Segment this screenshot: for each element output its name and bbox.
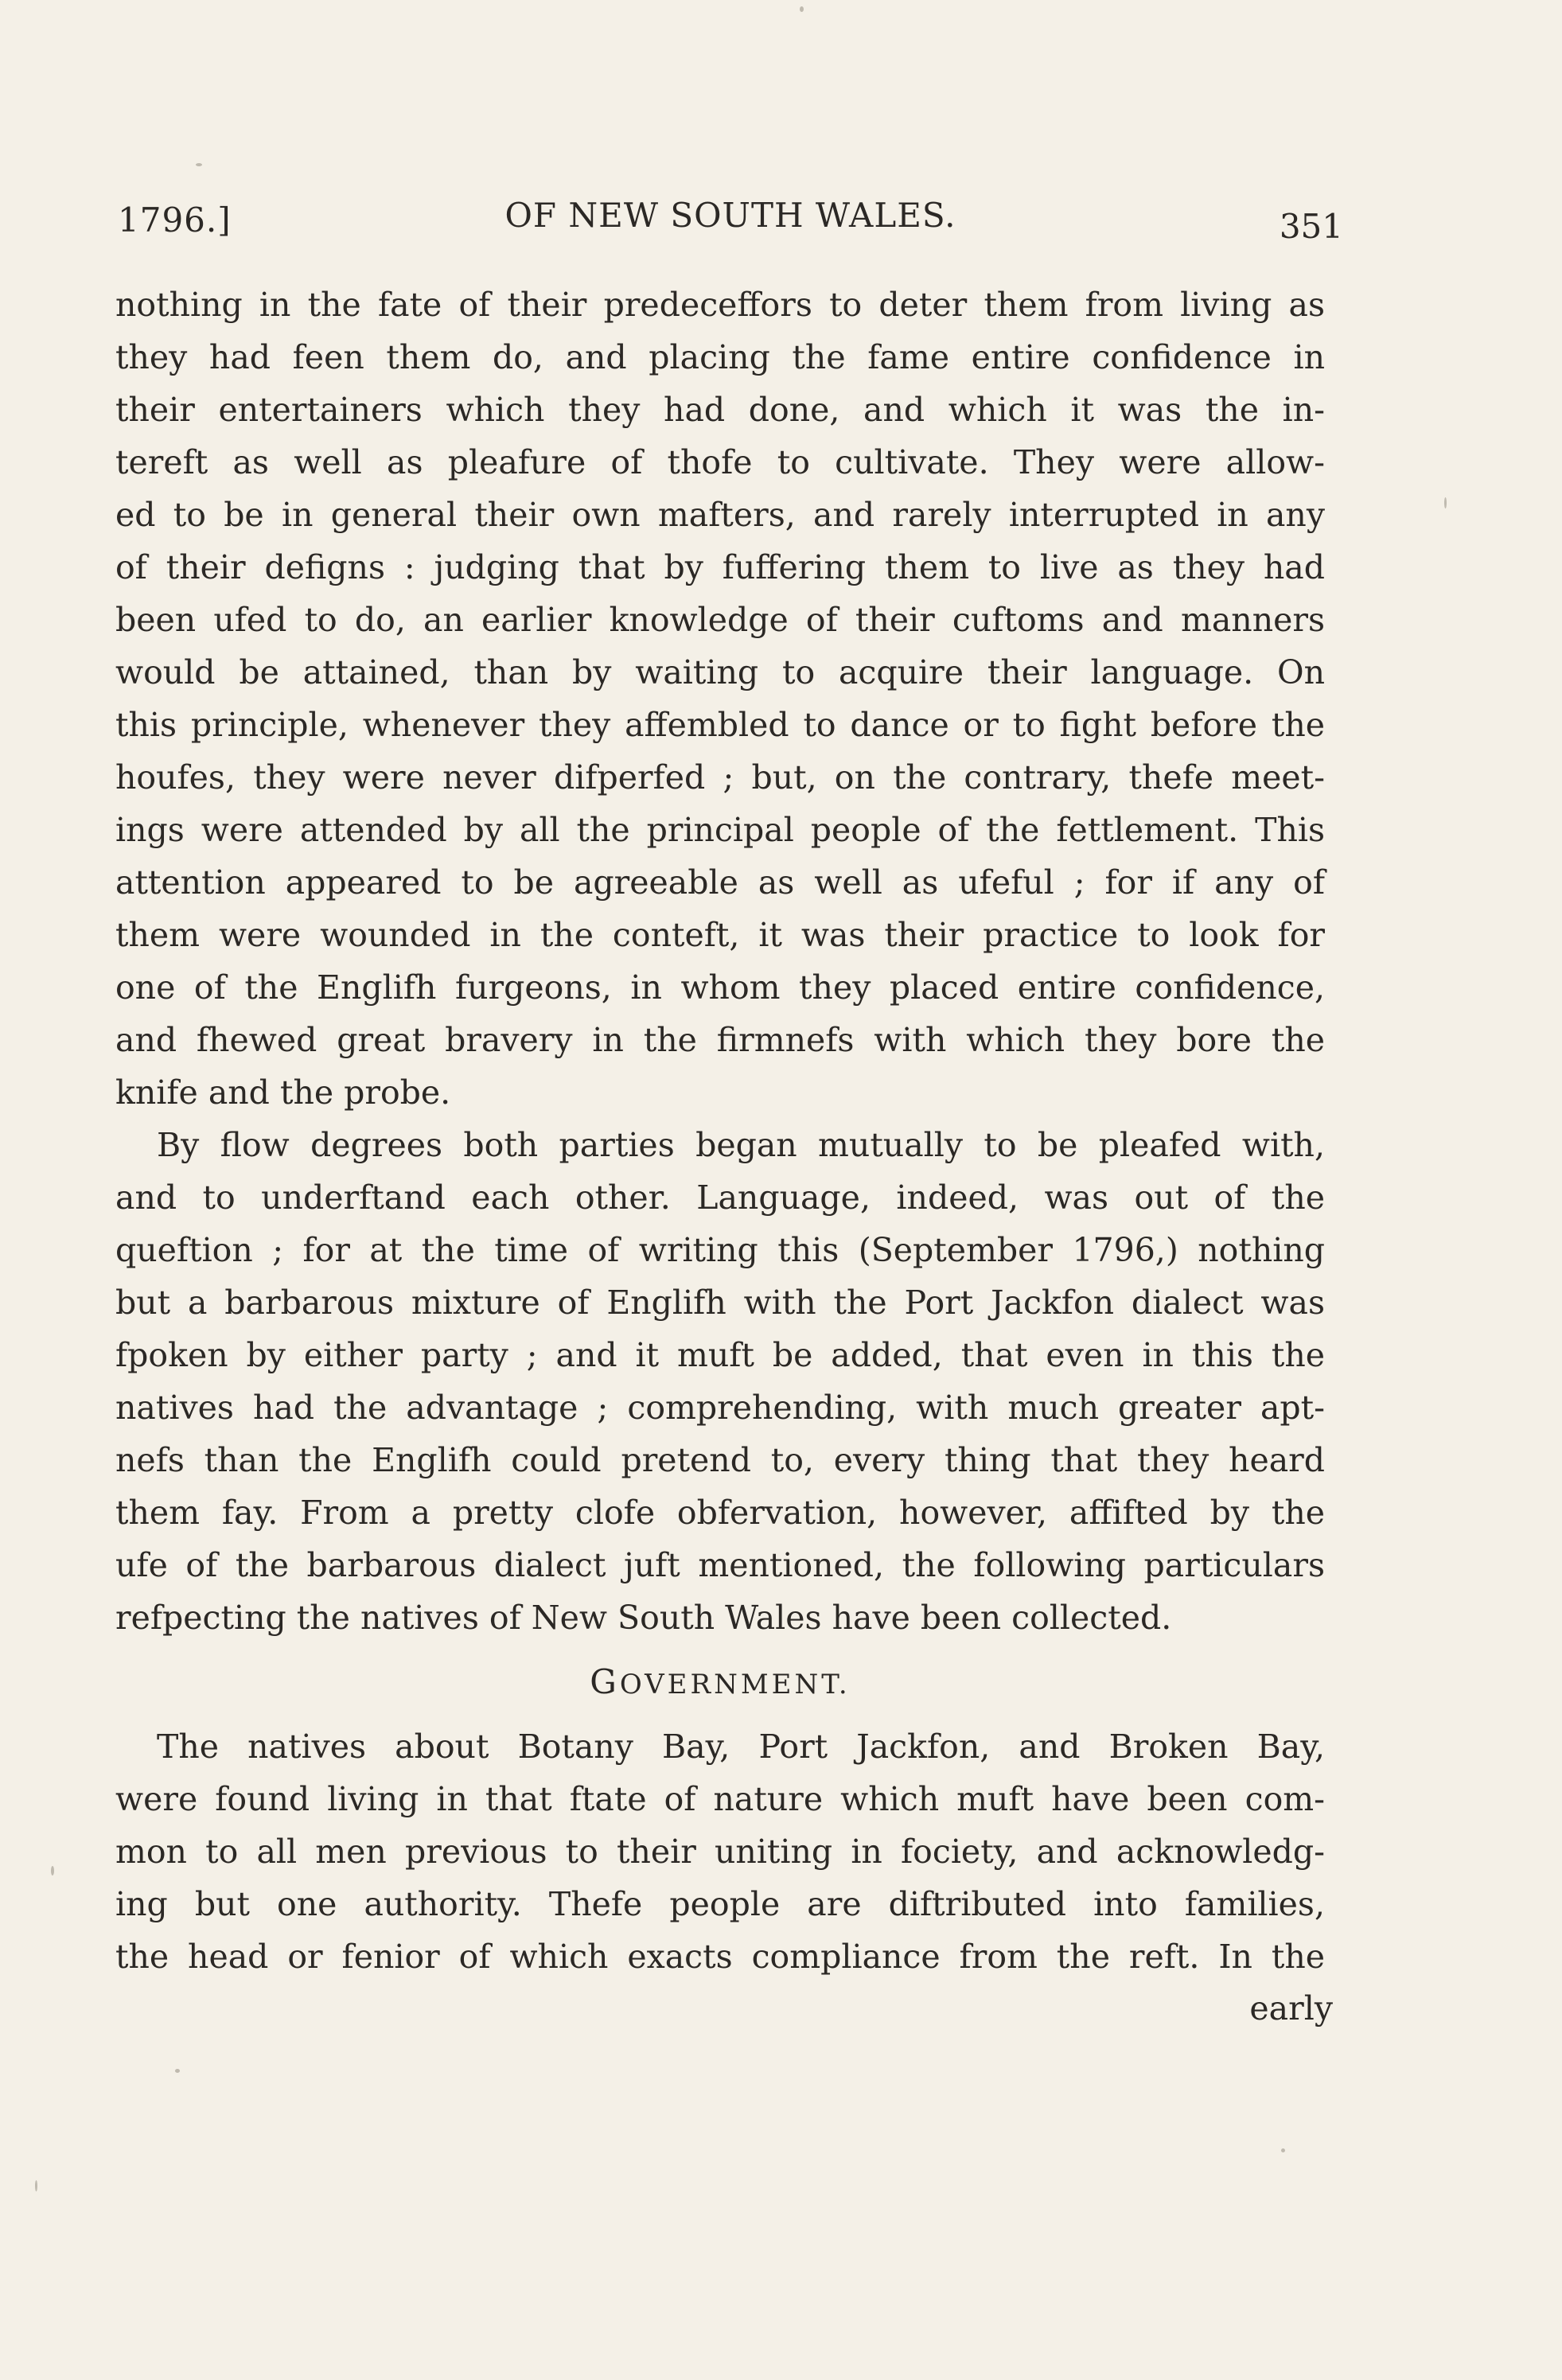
text-line: would be attained, than by waiting to acquire their language. On	[115, 653, 1325, 691]
text-line: been ufed to do, an earlier knowledge of their cuftoms and manners	[115, 601, 1325, 639]
paper-speck	[51, 1866, 54, 1876]
paragraph-2	[115, 1119, 1325, 1644]
section-heading	[115, 1644, 1325, 1720]
text-line: were found living in that ftate of nature which muft have been com-	[115, 1780, 1325, 1818]
text-line: ing but one authority. Thefe people are diftributed into families,	[115, 1885, 1325, 1923]
text-line: The natives about Botany Bay, Port Jackfon, and Broken Bay,	[157, 1728, 1325, 1766]
header-year: 1796.]	[118, 201, 232, 240]
text-line: and to underftand each other. Language, indeed, was out of the	[115, 1178, 1325, 1217]
text-line: of their defigns : judging that by fuffering them to live as they had	[115, 548, 1325, 586]
text-line: By flow degrees both parties began mutually to be pleafed with,	[157, 1126, 1325, 1164]
text-line: refpecting the natives of New South Wales have been collected.	[115, 1599, 1172, 1637]
text-line: nothing in the fate of their predeceffors to deter them from living as	[115, 286, 1325, 324]
text-line: ings were attended by all the principal people of the fettlement. This	[115, 811, 1325, 849]
text-line: they had feen them do, and placing the fame entire confidence in	[115, 338, 1325, 376]
body-text	[115, 279, 1325, 1983]
text-line: natives had the advantage ; comprehending, with much greater apt-	[115, 1389, 1325, 1427]
text-line: fpoken by either party ; and it muft be added, that even in this the	[115, 1336, 1325, 1374]
running-header	[118, 193, 1343, 248]
paper-speck	[196, 163, 202, 166]
text-line: mon to all men previous to their uniting in fociety, and acknowledg-	[115, 1833, 1325, 1871]
text-line: the head or fenior of which exacts compliance from the reft. In the	[115, 1938, 1325, 1976]
paper-speck	[800, 6, 804, 12]
text-line: houfes, they were never difperfed ; but, on the contrary, thefe meet-	[115, 758, 1325, 797]
text-line: them were wounded in the conteft, it was their practice to look for	[115, 916, 1325, 954]
text-line: tereft as well as pleafure of thofe to cultivate. They were allow-	[115, 443, 1325, 481]
paper-speck	[1444, 497, 1447, 508]
text-line: them fay. From a pretty clofe obfervation, however, affifted by the	[115, 1494, 1325, 1532]
paragraph-3	[115, 1720, 1325, 1983]
page-number: 351	[1279, 207, 1343, 246]
text-line: nefs than the Englifh could pretend to, every thing that they heard	[115, 1441, 1325, 1479]
paper-speck	[35, 2180, 37, 2191]
paper-speck	[175, 2069, 180, 2073]
text-line: ed to be in general their own mafters, and rarely interrupted in any	[115, 496, 1325, 534]
text-line: ufe of the barbarous dialect juft mentioned, the following particulars	[115, 1546, 1325, 1584]
section-heading-rest: OVERNMENT.	[619, 1669, 851, 1700]
text-line: their entertainers which they had done, and which it was the in-	[115, 391, 1325, 429]
text-line: but a barbarous mixture of Englifh with the Port Jackfon dialect was	[115, 1283, 1325, 1322]
text-line: knife and the probe.	[115, 1073, 451, 1112]
header-title: OF NEW SOUTH WALES.	[504, 196, 956, 235]
text-line: attention appeared to be agreeable as well as ufeful ; for if any of	[115, 863, 1325, 902]
text-line: one of the Englifh furgeons, in whom they placed entire confidence,	[115, 968, 1325, 1007]
text-line: this principle, whenever they affembled to dance or to fight before the	[115, 706, 1325, 744]
paragraph-1	[115, 279, 1325, 1119]
section-heading-initial: G	[590, 1662, 620, 1701]
catchword: early	[1249, 1989, 1333, 2027]
text-line: queftion ; for at the time of writing this (September 1796,) nothing	[115, 1231, 1325, 1269]
paper-speck	[1281, 2148, 1285, 2152]
text-line: and fhewed great bravery in the firmnefs with which they bore the	[115, 1021, 1325, 1059]
